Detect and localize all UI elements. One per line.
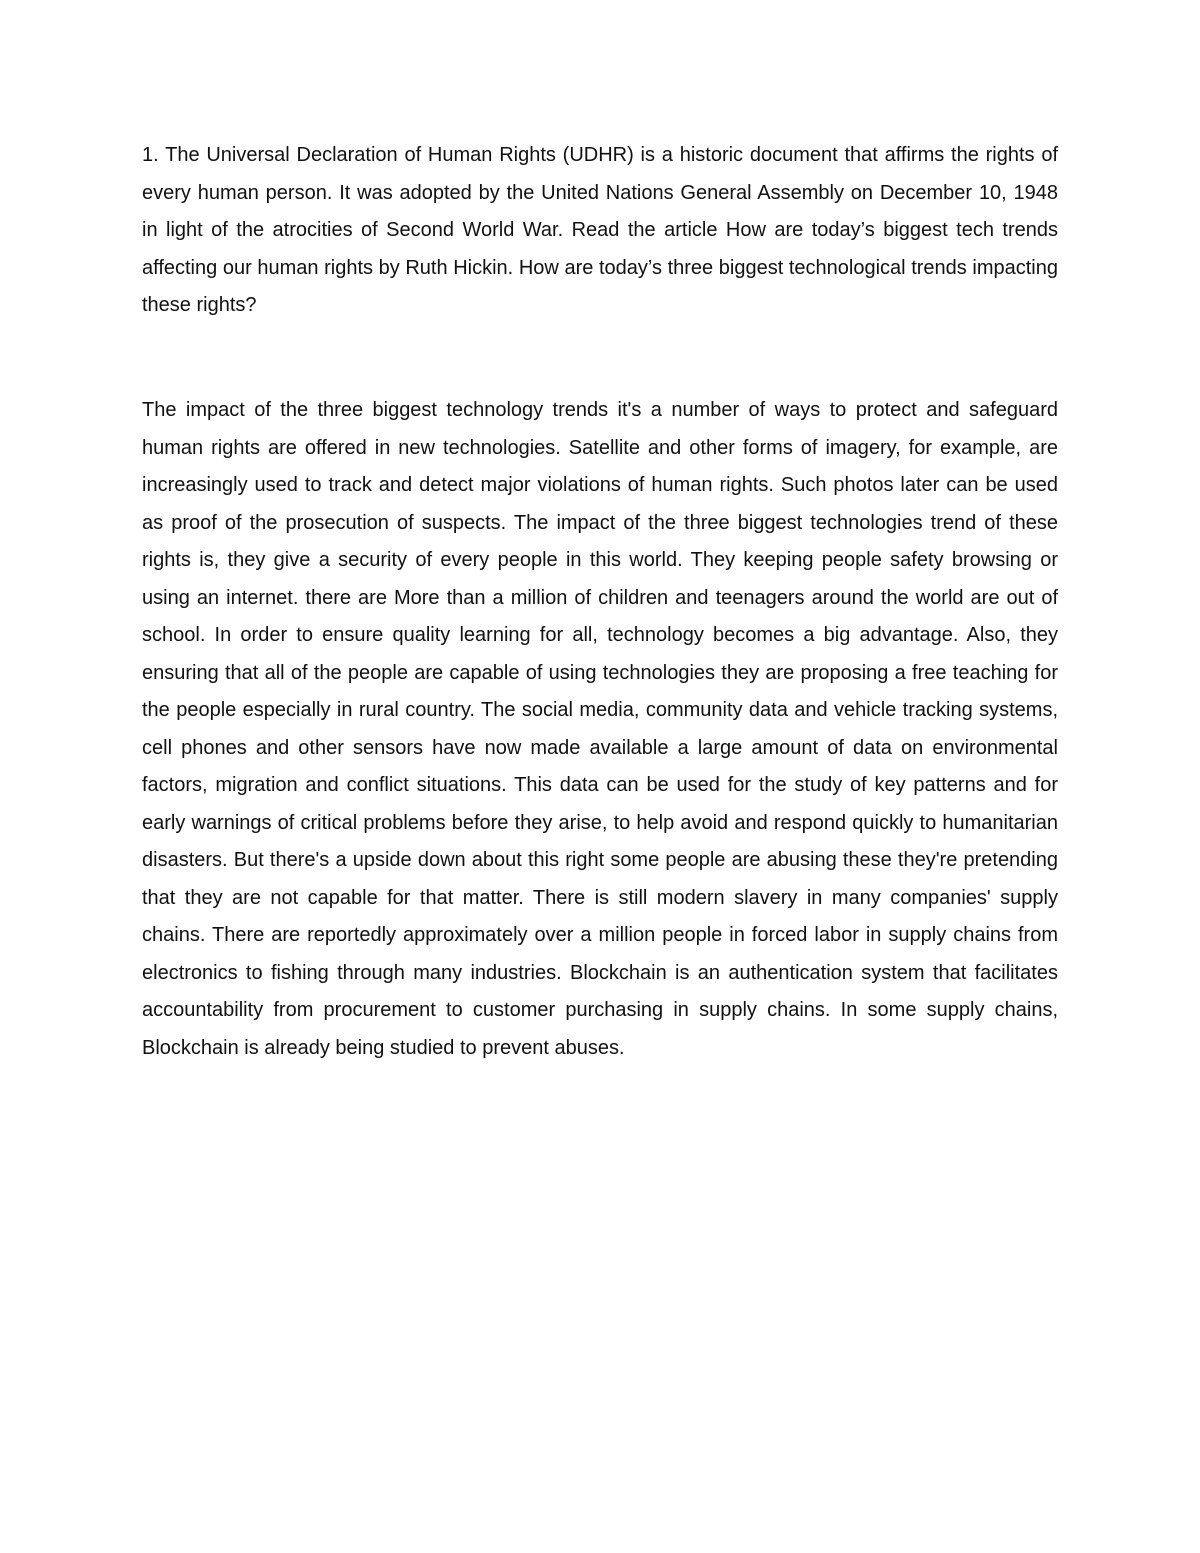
answer-paragraph: The impact of the three biggest technology trends it's a number of ways to protect and safeguard human rights are offered in new technologies. Satellite and other forms of imagery, for example, are increasingly used to track and detect major violations of human rights. Such photos later can be used as proof of the prosecution of suspects. The impact of the three biggest technologies trend of these rights is, they give a security of every people in this world. They keeping people safety browsing or using an internet. there are More than a million of children and teenagers around the world are out of school. In order to ensure quality learning for all, technology becomes a big advantage. Also, they ensuring that all of the people are capable of using technologies they are proposing a free teaching for the people especially in rural country. The social media, community data and vehicle tracking systems, cell phones and other sensors have now made available a large amount of data on environmental factors, migration and conflict situations. This data can be used for the study of key patterns and for early warnings of critical problems before they arise, to help avoid and respond quickly to humanitarian disasters. But there's a upside down about this right some people are abusing these they're pretending that they are not capable for that matter. There is still modern slavery in many companies' supply chains. There are reportedly approximately over a million people in forced labor in supply chains from electronics to fishing through many industries. Blockchain is an authentication system that facilitates accountability from procurement to customer purchasing in supply chains. In some supply chains, Blockchain is already being studied to prevent abuses. xyxy=(142,399,1058,1059)
question-paragraph: 1. The Universal Declaration of Human Rights (UDHR) is a historic document that affirms the rights of every human person. It was adopted by the United Nations General Assembly on December 10, 1948 in light of the atrocities of Second World War. Read the article How are today’s biggest tech trends affecting our human rights by Ruth Hickin. How are today’s three biggest technological trends impacting these rights? xyxy=(142,144,1058,316)
